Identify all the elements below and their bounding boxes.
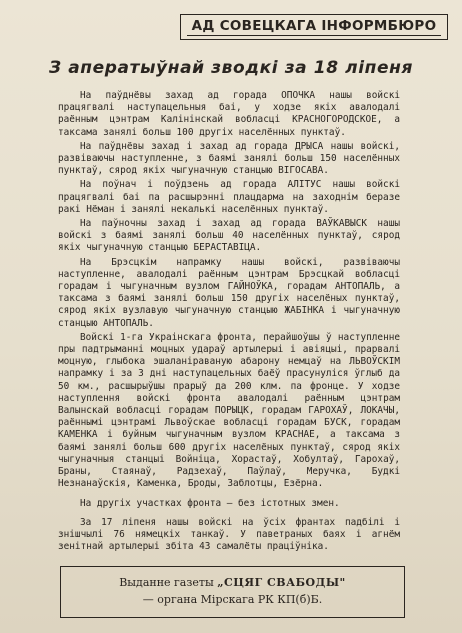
footer-box [60, 566, 405, 618]
paragraph-text: На поўнач і поўдзень ад горада АЛІТУС нашы войскі працягвалі баі па расшырэнні плацдарма на заходнім беразе ракі Нёман і занялі некалькі населённых пунктаў. [58, 179, 400, 215]
footer-line2: — органа Мірскага РК КП(б)Б. [142, 593, 323, 606]
page-title: З аператыўнай зводкі за 18 ліпеня [49, 58, 413, 78]
paragraph-ukrainian-front [58, 332, 400, 491]
report-body [58, 90, 400, 555]
paragraph-text: За 17 ліпеня нашы войскі на ўсіх франтах падбілі і знішчылі 76 нямецкіх танкаў. У паветраных баях і агнём зенітнай артылерыі збіта 43 самалёты праціўніка. [58, 516, 400, 553]
paragraph-alitus [58, 179, 400, 216]
paragraph-drysa [58, 141, 400, 178]
paragraph-summary [58, 517, 400, 554]
paragraph-text: Войскі 1-га Украінскага фронта, перайшоўшы ў наступленне пры падтрыманні моцных удараў артылерыі і авіяцыі, прарвалі моцную, глыбока эшаланіраваную абарону немцаў на ЛЬВОЎСКІМ напрамку і за 3 дні наступацельных баёў прасунуліся ўглыб да 50 км., расшырыўшы прарыў да 200 клм. па фронце. У ходзе наступлення войскі фронта авалодалі раённым цэнтрам Валынскай вобласці горадам ПОРЫЦК, горадам ГАРОХАЎ, ЛОКАЧЫ, раённымі цэнтрамі Львоўскае вобласці горадам БУСК, горадам КАМЕНКА і буйным чыгуначным вузлом КРАСНАЕ, а таксама з баямі занялі больш 600 другіх населёных пунктаў, сярод якіх чыгуначныя станцыі Войніца, Хорастаў, Хобултаў, Гарохаў, Браны, Стаянаў, Радзехаў, Паўлаў, Меручка, Будкі Незнанаўскія, Каменка, Броды, Заблотцы, Езёрна. [58, 331, 400, 490]
paragraph-text: На паўночны захад і захад ад горада ВАЎКАВЫСК нашы войскі з баямі занялі больш 40 населённых пунктаў, сярод якіх чыгуначную станцыю БЕРАСТАВІЦА. [58, 218, 400, 254]
paragraph-text: На паўднёвы захад ад горада ОПОЧКА нашы войскі працягвалі наступацельныя баі, у ходзе якіх авалодалі раённым цэнтрам Калінінскай вобласці КРАСНОГОРОДСКОЕ, а таксама занялі больш 100 другіх населённых пунктаў. [58, 90, 400, 138]
paragraph-brest [58, 257, 400, 330]
footer-line1 [61, 576, 404, 589]
paragraph-vaukavysk [58, 218, 400, 255]
paragraph-other-sectors [58, 498, 400, 510]
paragraph-text: На другіх участках фронта — без істотных змен. [80, 497, 340, 509]
header-underline [187, 35, 441, 36]
paragraph-text: На Брэсцкім напрамку нашы войскі, развіваючы наступленне, авалодалі раённым цэнтрам Брэсцкай вобласці горадам і чыгуначным вузлом ГАЙНОЎКА, горадам АНТОПАЛЬ, а таксама з баямі занялі больш 150 другіх населёных пунктаў, сярод якіх вузлавую чыгуначную станцыю ЖАБІНКА і чыгуначную станцыю АНТОПАЛЬ. [58, 256, 400, 329]
header-box [180, 14, 448, 40]
footer-prefix: Выданне газеты [119, 576, 218, 589]
header-label: АД СОВЕЦКАГА ІНФОРМБЮРО [191, 18, 437, 34]
newspaper-name: „СЦЯГ СВАБОДЫ" [217, 576, 346, 589]
paragraph-opochka [58, 90, 400, 139]
paragraph-text: На паўднёвы захад і захад ад горада ДРЫСА нашы войскі, развіваючы наступленне, з баямі занялі больш 150 населённых пунктаў, сярод якіх чыгуначную станцыю ВІГОСАВА. [58, 140, 400, 177]
